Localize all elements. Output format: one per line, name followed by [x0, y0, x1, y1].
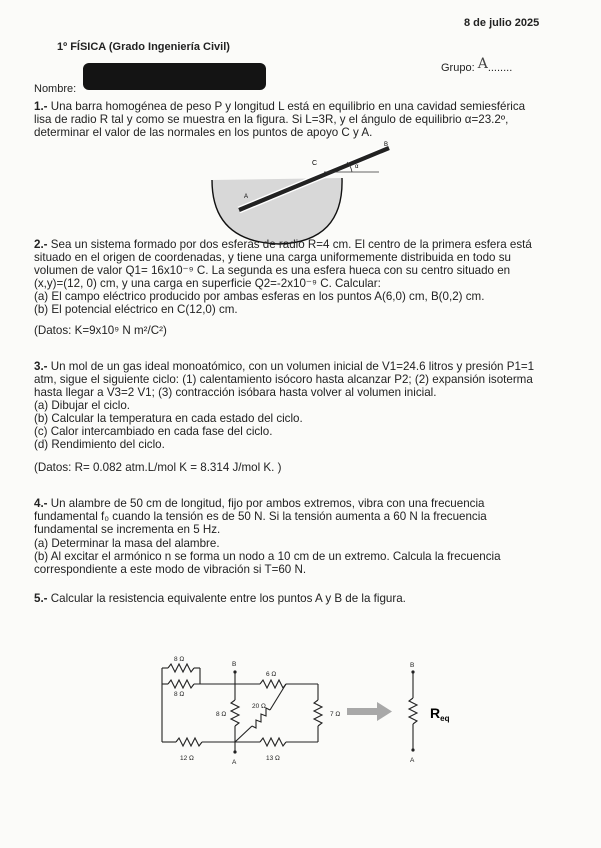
name-label: Nombre: [34, 83, 77, 95]
p4-line-2: fundamental f₀ cuando la tensión es de 50 N. Si la tensión aumenta a 60 N la frecuencia [34, 510, 487, 523]
resistor-12 [176, 738, 202, 746]
p2-line-3: volumen de valor Q1= 16x10⁻⁹ C. La segunda es una esfera hueca con su centro situado en [34, 264, 511, 277]
label-8-mid: 8 Ω [174, 691, 185, 698]
p4-line-3: fundamental se incrementa en 5 Hz. [34, 523, 221, 536]
p3-line-1: 3.- Un mol de un gas ideal monoatómico, con un volumen inicial de V1=24.6 litros y presión P1=1 [34, 360, 535, 373]
group-value: A [477, 56, 488, 72]
p5-number: 5.- [34, 592, 48, 605]
p1-label-b: B [384, 142, 389, 148]
p3-line-5: (b) Calcular la temperatura en cada estado del ciclo. [34, 412, 303, 425]
node-a: A [232, 759, 237, 766]
resistor-8-mid [168, 680, 194, 688]
node-b: B [232, 661, 237, 668]
label-7: 7 Ω [330, 711, 341, 718]
p2-number: 2.- [34, 238, 48, 251]
p2-data: (Datos: K=9x10⁹ N m²/C²) [34, 324, 167, 337]
resistor-7 [314, 700, 322, 726]
resistor-8-top [168, 664, 194, 672]
p4-line-5: (b) Al excitar el armónico n se forma un nodo a 10 cm de un extremo. Calcula la frecuencia [34, 550, 501, 563]
p1-label-c: C [312, 160, 318, 167]
resistor-6 [260, 680, 286, 688]
exam-date: 8 de julio 2025 [464, 17, 540, 29]
label-8-top: 8 Ω [174, 656, 185, 663]
p2-line-2: situado en el origen de coordenadas, y tiene una carga uniformemente distribuida en todo su [34, 251, 511, 264]
p2-line-6: (b) El potencial eléctrico en C(12,0) cm. [34, 303, 238, 316]
p4-number: 4.- [34, 497, 48, 510]
p1-line-1: 1.- Una barra homogénea de peso P y longitud L está en equilibrio en una cavidad semiesférica [34, 100, 526, 113]
p4-line-6: correspondiente a este modo de vibración si T=60 N. [34, 563, 307, 576]
group-underline: ........ [487, 62, 513, 74]
p2-line-1: 2.- Sea un sistema formado por dos esferas de radio R=4 cm. El centro de la primera esfera está [34, 238, 532, 251]
req-label: $R_{eq}$ [430, 705, 450, 723]
p2-line-5: (a) El campo eléctrico producido por ambas esferas en los puntos A(6,0) cm, B(0,2) cm. [34, 290, 485, 303]
label-12: 12 Ω [180, 755, 194, 762]
p3-line-3: hasta llegar a V3=2 V1; (3) contracción isóbara hasta volver al volumen inicial. [34, 386, 437, 399]
p1-figure [184, 138, 394, 246]
p2-line-4: (x,y)=(12, 0) cm, y una carga en superficie Q2=-2x10⁻⁹ C. Calcular: [34, 277, 381, 290]
p3-line-4: (a) Dibujar el ciclo. [34, 399, 130, 412]
p5-line-1: 5.- Calcular la resistencia equivalente entre los puntos A y B de la figura. [34, 592, 406, 605]
eq-node-b: B [410, 662, 415, 669]
group-label: Grupo: [441, 62, 478, 74]
label-8-center: 8 Ω [216, 711, 227, 718]
arrow-shaft [347, 708, 377, 715]
resistor-eq [409, 698, 417, 724]
label-20: 20 Ω [252, 703, 266, 710]
label-6: 6 Ω [266, 671, 277, 678]
group-field [441, 56, 513, 75]
p1-line-2: lisa de radio R tal y como se muestra en la figura. Si L=3R, y el ángulo de equilibrio α=23.2º, [34, 113, 509, 126]
p1-label-alpha: α [355, 164, 359, 170]
resistor-13 [260, 738, 286, 746]
eq-node-a: A [410, 757, 415, 764]
p5-circuit [140, 652, 470, 770]
p1-label-a: A [244, 194, 249, 200]
course-title: 1º FÍSICA (Grado Ingeniería Civil) [57, 41, 230, 53]
p4-line-1: 4.- Un alambre de 50 cm de longitud, fijo por ambos extremos, vibra con una frecuencia [34, 497, 485, 510]
resistor-8-vertical [231, 700, 239, 726]
p1-number: 1.- [34, 100, 48, 113]
name-redaction [83, 63, 266, 90]
resistor-20 [252, 708, 270, 728]
p3-line-6: (c) Calor intercambiado en cada fase del ciclo. [34, 425, 273, 438]
p3-data: (Datos: R= 0.082 atm.L/mol K = 8.314 J/mol K. ) [34, 461, 282, 474]
p3-number: 3.- [34, 360, 48, 373]
label-13: 13 Ω [266, 755, 280, 762]
arrow-head [377, 702, 392, 721]
p3-line-7: (d) Rendimiento del ciclo. [34, 438, 165, 451]
p3-line-2: atm, sigue el siguiente ciclo: (1) calentamiento isócoro hasta alcanzar P2; (2) expansión isoterma [34, 373, 533, 386]
p4-line-4: (a) Determinar la masa del alambre. [34, 537, 220, 550]
p1-line-3: determinar el valor de las normales en los puntos de apoyo C y A. [34, 126, 373, 139]
